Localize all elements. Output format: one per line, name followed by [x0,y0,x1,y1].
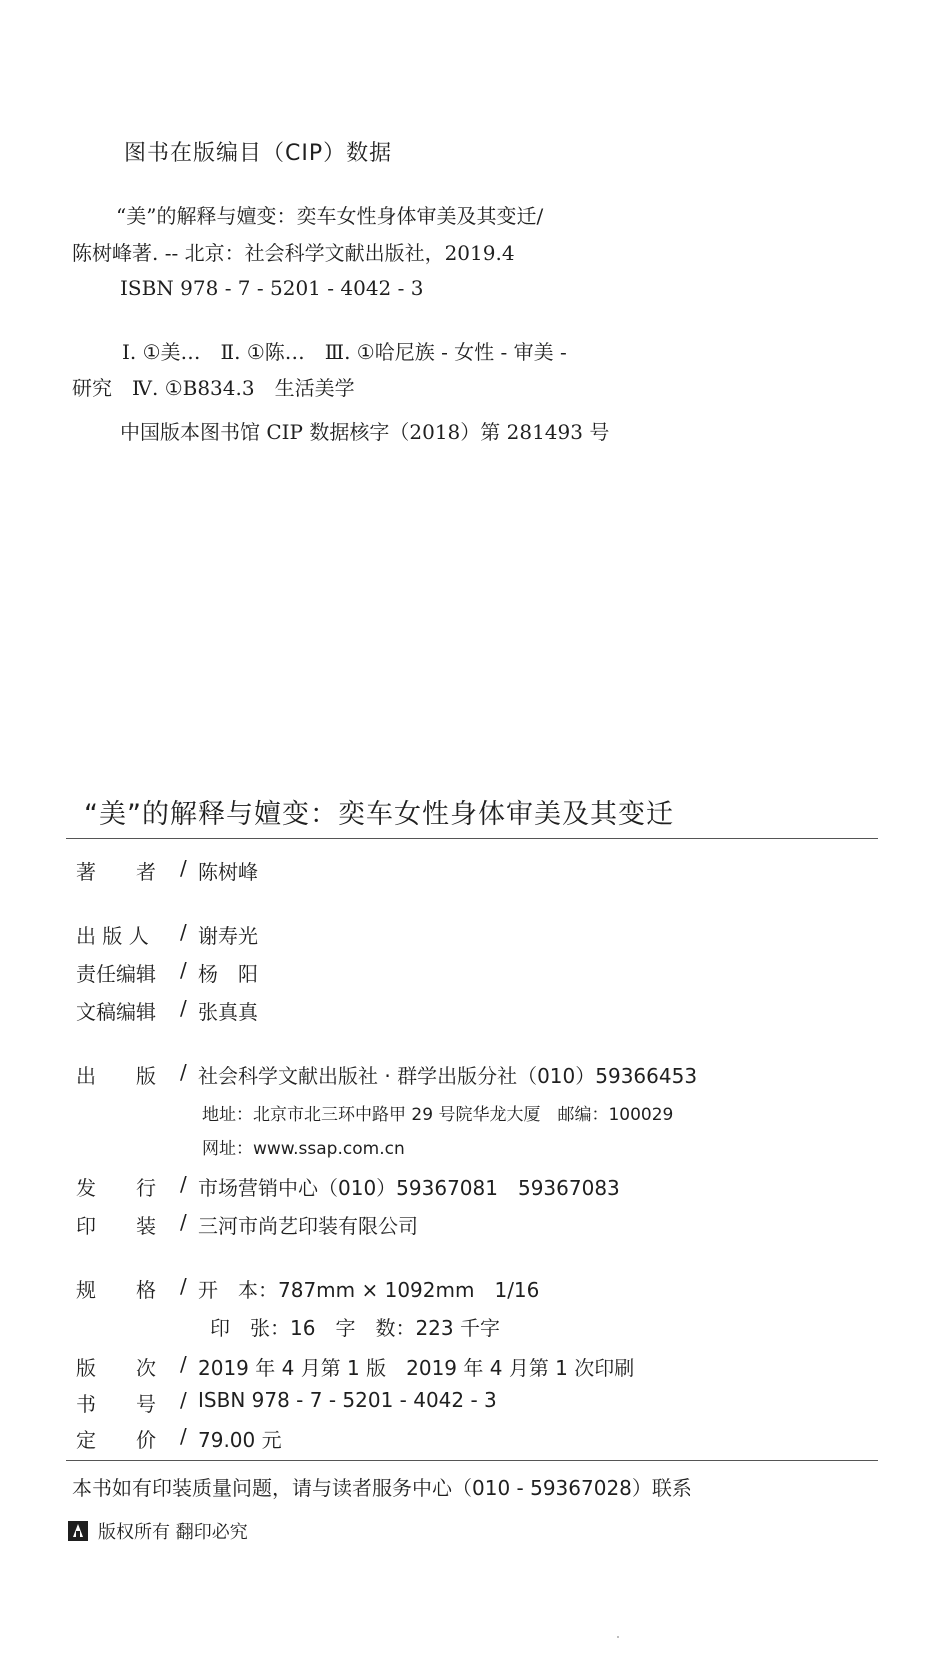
publisher-website: 网址：www.ssap.com.cn [202,1139,405,1159]
publisher-address: 地址：北京市北三环中路甲 29 号院华龙大厦 邮编：100029 [202,1105,674,1125]
cip-line-2: 陈树峰著. -- 北京：社会科学文献出版社，2019.4 [72,241,515,265]
quality-note: 本书如有印装质量问题，请与读者服务中心（010 - 59367028）联系 [72,1476,692,1500]
isbn-value: ISBN 978 - 7 - 5201 - 4042 - 3 [198,1388,497,1412]
cip-isbn: ISBN 978 - 7 - 5201 - 4042 - 3 [120,276,424,300]
slash: / [180,1424,187,1448]
title-rule [66,838,878,839]
cip-heading: 图书在版编目（CIP）数据 [124,141,393,166]
footer-rule [66,1460,878,1461]
publisher-person-label: 出 版 人 [76,924,149,948]
format-value: 开 本：787mm × 1092mm 1/16 [198,1278,540,1302]
scan-speck [617,1636,619,1638]
print-label: 印 装 [76,1214,156,1238]
slash: / [180,1274,187,1298]
slash: / [180,856,187,880]
slash: / [180,1060,187,1084]
isbn-label: 书 号 [76,1392,156,1416]
cip-line-1: “美”的解释与嬗变：奕车女性身体审美及其变迁/ [116,204,544,228]
publish-value: 社会科学文献出版社 · 群学出版分社（010）59366453 [198,1064,698,1088]
slash: / [180,1210,187,1234]
author-value: 陈树峰 [198,860,258,884]
cip-line-5: 研究 Ⅳ. ①B834.3 生活美学 [72,376,355,400]
slash: / [180,1352,187,1376]
publish-label: 出 版 [76,1064,156,1088]
publisher-logo-icon [68,1521,88,1541]
publisher-person-value: 谢寿光 [198,924,258,948]
copyright-text: 版权所有 翻印必究 [98,1522,248,1543]
author-label: 著 者 [76,860,156,884]
copy-editor-value: 张真真 [198,1000,258,1024]
editor-label: 责任编辑 [76,962,156,986]
print-value: 三河市尚艺印装有限公司 [198,1214,418,1238]
distribute-value: 市场营销中心（010）59367081 59367083 [198,1176,620,1200]
slash: / [180,1388,187,1412]
price-label: 定 价 [76,1428,156,1452]
slash: / [180,996,187,1020]
cip-line-6: 中国版本图书馆 CIP 数据核字（2018）第 281493 号 [120,420,610,444]
edition-label: 版 次 [76,1356,156,1380]
distribute-label: 发 行 [76,1176,156,1200]
sheets-value: 印 张：16 字 数：223 千字 [210,1316,500,1340]
price-value: 79.00 元 [198,1428,282,1452]
book-title: “美”的解释与嬗变：奕车女性身体审美及其变迁 [84,799,674,830]
editor-value: 杨 阳 [198,962,258,986]
cip-line-4: Ⅰ. ①美… Ⅱ. ①陈… Ⅲ. ①哈尼族 - 女性 - 审美 - [122,340,567,364]
format-label: 规 格 [76,1278,156,1302]
copy-editor-label: 文稿编辑 [76,1000,156,1024]
slash: / [180,920,187,944]
edition-value: 2019 年 4 月第 1 版 2019 年 4 月第 1 次印刷 [198,1356,635,1380]
copyright-row [68,1518,248,1544]
slash: / [180,958,187,982]
slash: / [180,1172,187,1196]
